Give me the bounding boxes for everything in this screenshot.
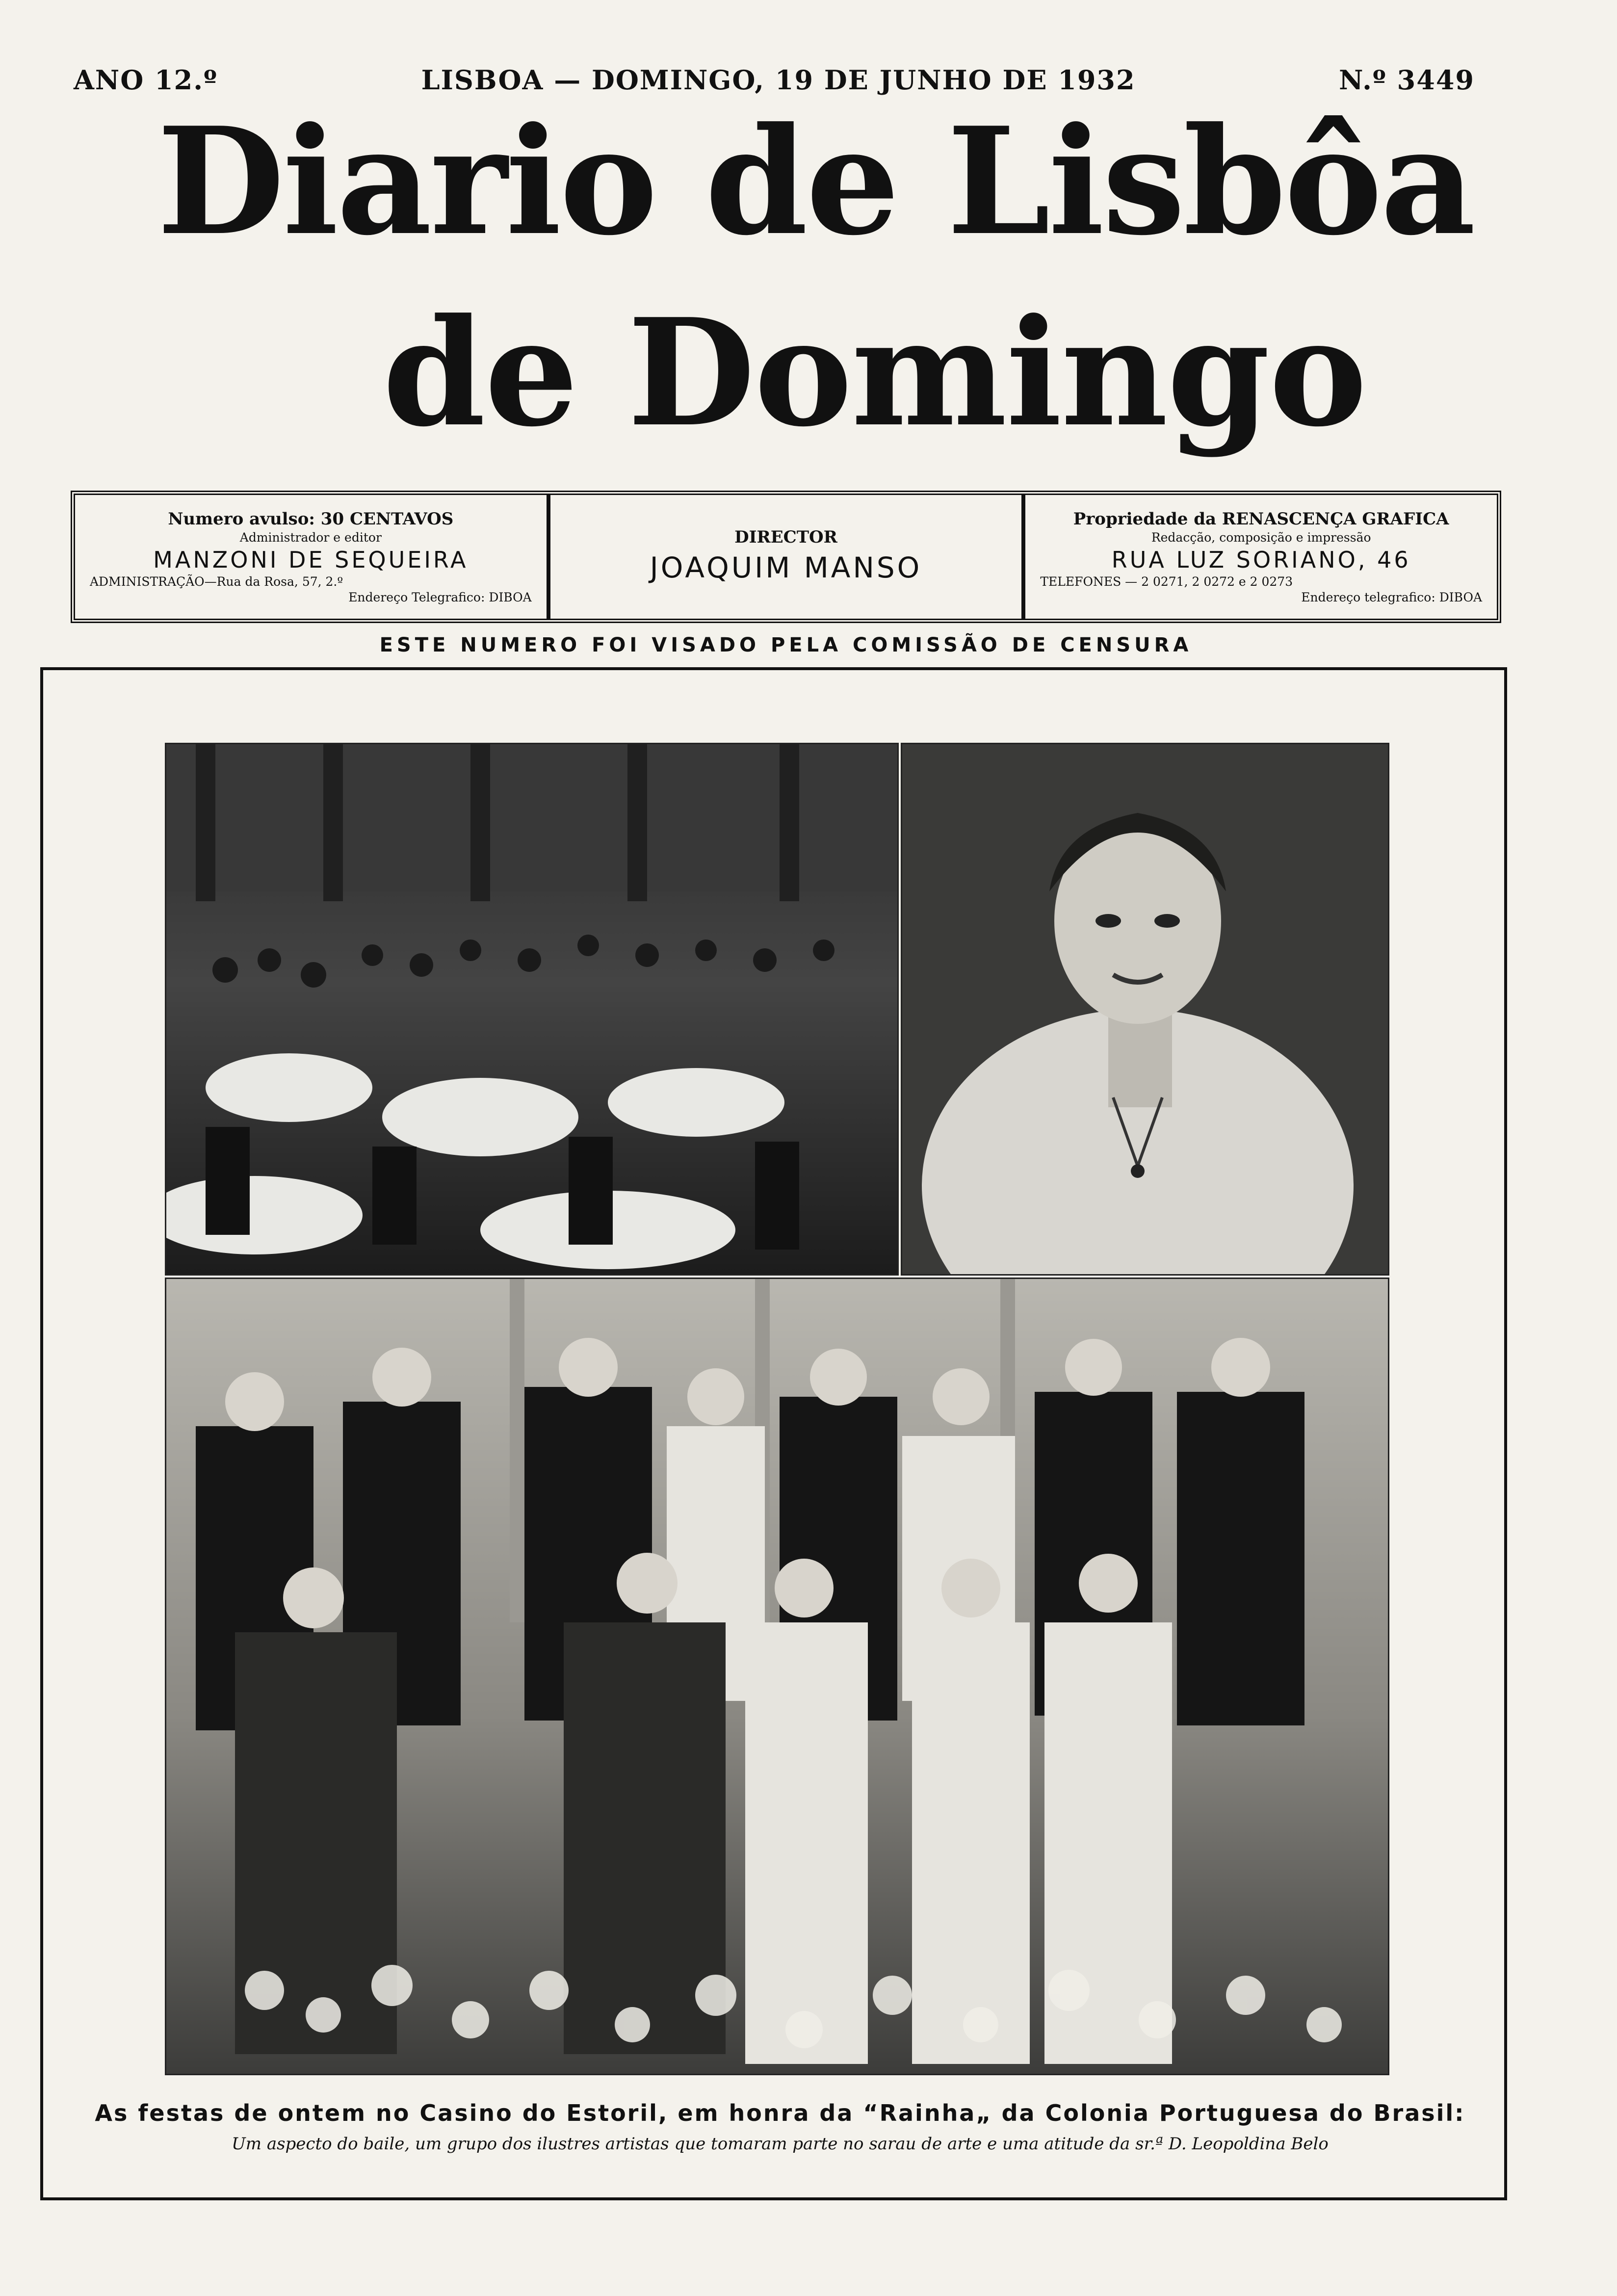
info-right: [1025, 495, 1497, 619]
publication-info-box: [71, 491, 1501, 623]
telegraph-address-right: Endereço telegrafico: DIBOA: [1301, 590, 1483, 604]
info-center: [547, 495, 1026, 619]
masthead-title: Diario de Lisbôa: [157, 95, 1474, 268]
portrait-photo: [901, 743, 1389, 1276]
dateline: LISBOA — DOMINGO, 19 DE JUNHO DE 1932: [421, 64, 1136, 96]
owner: Propriedade da RENASCENÇA GRAFICA: [1073, 509, 1449, 529]
info-left: [75, 495, 547, 619]
year-label: ANO 12.º: [74, 64, 218, 96]
photo-caption-sub: Um aspecto do baile, um grupo dos ilustres artistas que tomaram parte no sarau de arte e uma atitude da sr.ª D. Leopoldina Belo: [232, 2134, 1329, 2154]
editor-name: MANZONI DE SEQUEIRA: [153, 547, 469, 573]
telegraph-address-left: Endereço Telegrafico: DIBOA: [348, 590, 532, 604]
production-note: Redacção, composição e impressão: [1151, 530, 1371, 545]
masthead-subtitle: de Domingo: [383, 286, 1366, 459]
admin-address: ADMINISTRAÇÃO—Rua da Rosa, 57, 2.º: [90, 574, 343, 589]
photo-caption-headline: As festas de ontem no Casino do Estoril, em honra da “Rainha„ da Colonia Portuguesa do Brasil:: [95, 2100, 1465, 2126]
phones: TELEFONES — 2 0271, 2 0272 e 2 0273: [1040, 574, 1293, 589]
editor-role: Administrador e editor: [239, 530, 382, 545]
office-address: RUA LUZ SORIANO, 46: [1111, 547, 1411, 573]
censorship-notice: ESTE NUMERO FOI VISADO PELA COMISSÃO DE CENSURA: [379, 634, 1193, 656]
issue-number: N.º 3449: [1339, 64, 1475, 96]
ballroom-photo: [165, 743, 899, 1276]
price: Numero avulso: 30 CENTAVOS: [168, 509, 454, 529]
director-role: DIRECTOR: [734, 527, 837, 547]
group-photo: [165, 1278, 1389, 2075]
director-name: JOAQUIM MANSO: [650, 551, 922, 584]
